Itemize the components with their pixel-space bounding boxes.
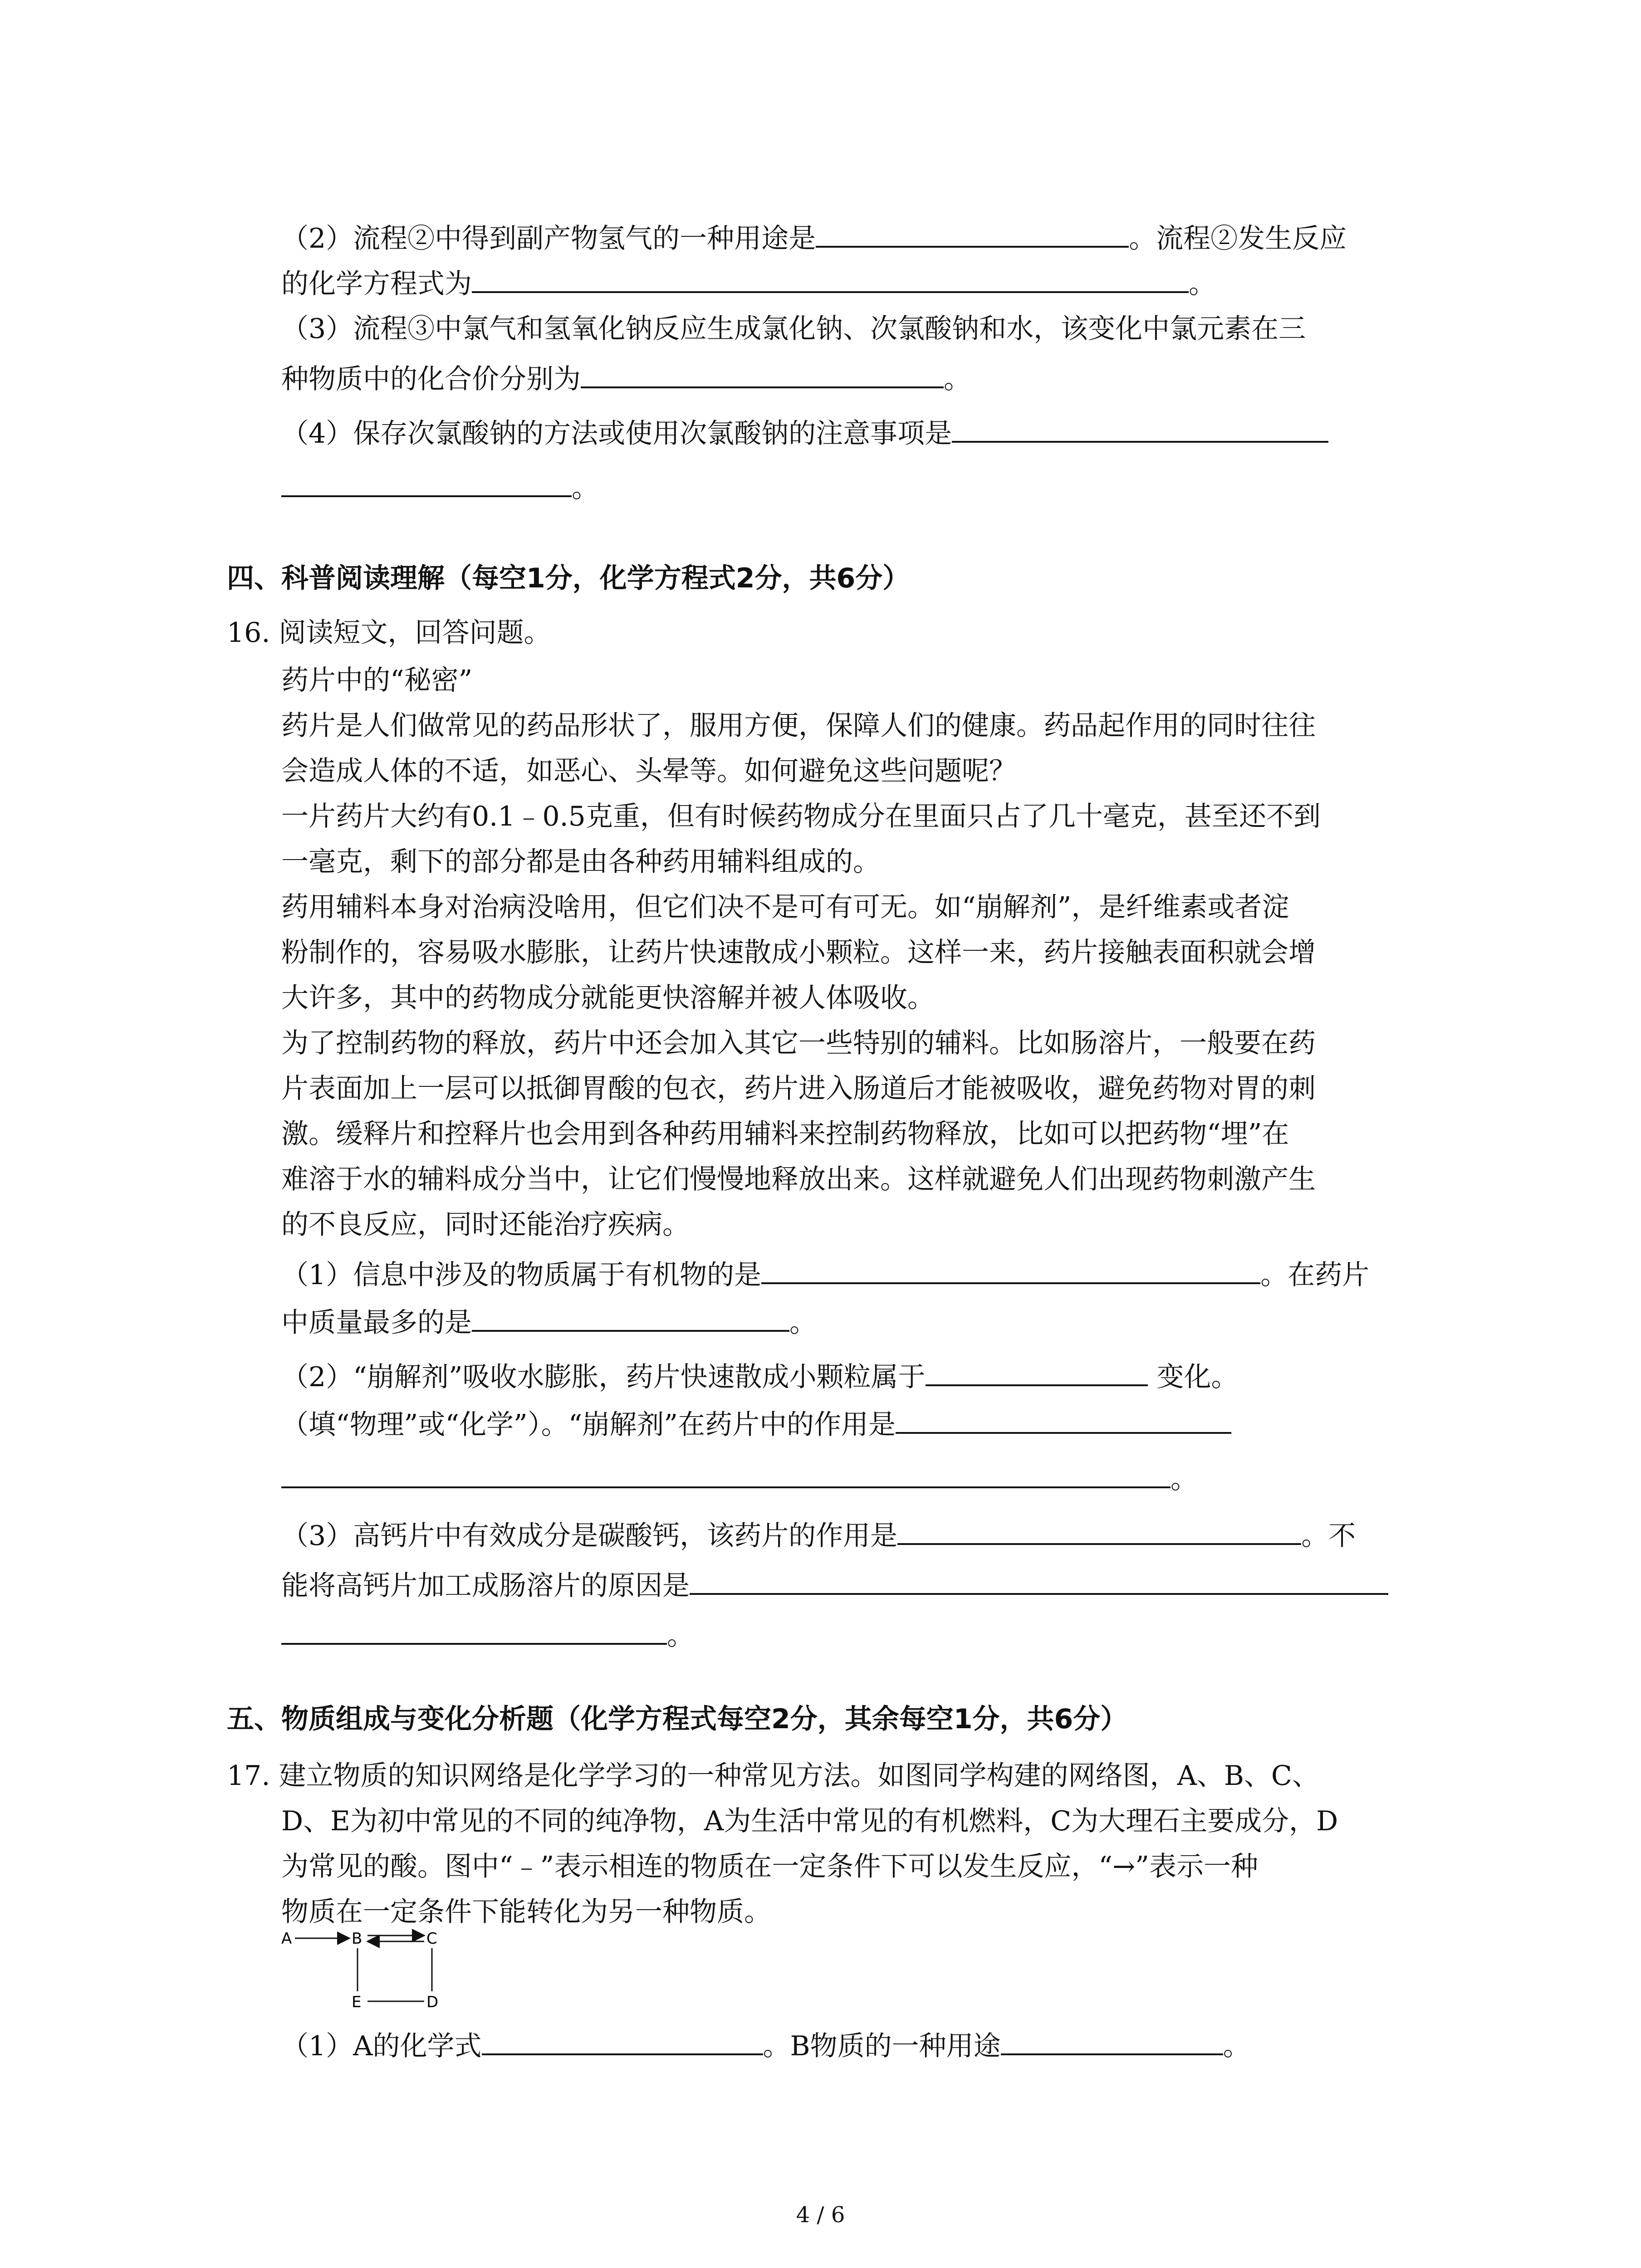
q16-article-title: 药片中的“秘密”: [281, 665, 473, 696]
q15-blank-storage-1[interactable]: [952, 413, 1328, 443]
q15-part3-line1: （3）流程③中氯气和氢氧化钠反应生成氯化钠、次氯酸钠和水，该变化中氯元素在三: [281, 313, 1306, 345]
q16-p2-l1: 一片药片大约有0.1﹣0.5克重，但有时候药物成分在里面只占了几十毫克，甚至还不到: [281, 801, 1321, 832]
q16-blank-change-type[interactable]: [926, 1356, 1148, 1386]
q15-part4-line1: （4）保存次氯酸钠的方法或使用次氯酸钠的注意事项是: [281, 413, 1328, 452]
q17-q1-line: （1）A的化学式 。B物质的一种用途 。: [281, 2025, 1250, 2064]
q16-blank-reason-1[interactable]: [690, 1565, 1388, 1595]
q16-q1-line2: 中质量最多的是 。: [281, 1302, 817, 1341]
q16-p4-l3: 激。缓释片和控释片也会用到各种药用辅料来控制药物释放，比如可以把药物“埋”在: [281, 1118, 1289, 1150]
page-number: 4 / 6: [796, 2202, 845, 2228]
q16-q1-line1: （1）信息中涉及的物质属于有机物的是 。在药片: [281, 1254, 1369, 1293]
q17-stem-l3: 为常见的酸。图中“﹣”表示相连的物质在一定条件下可以发生反应，“→”表示一种: [281, 1851, 1258, 1882]
q17-stem-l4: 物质在一定条件下能转化为另一种物质。: [281, 1896, 771, 1928]
q17-blank-use-B[interactable]: [1001, 2025, 1223, 2055]
node-C: C: [426, 1930, 437, 1948]
q16-blank-organic[interactable]: [761, 1254, 1260, 1284]
q16-q2-line1: （2）“崩解剂”吸收水膨胀，药片快速散成小颗粒属于 变化。: [281, 1356, 1239, 1395]
q16-blank-disintegrant-role-1[interactable]: [896, 1404, 1231, 1434]
q16-p3-l2: 粉制作的，容易吸水膨胀，让药片快速散成小颗粒。这样一来，药片接触表面积就会增: [281, 937, 1316, 968]
q16-p2-l2: 一毫克，剩下的部分都是由各种药用辅料组成的。: [281, 846, 880, 878]
q16-p3-l3: 大许多，其中的药物成分就能更快溶解并被人体吸收。: [281, 982, 935, 1014]
q16-stem: 16. 阅读短文，回答问题。: [227, 617, 551, 649]
q16-blank-most-mass[interactable]: [472, 1302, 789, 1332]
q16-p4-l4: 难溶于水的辅料成分当中，让它们慢慢地释放出来。这样就避免人们出现药物刺激产生: [281, 1163, 1316, 1195]
q16-blank-calcium-use[interactable]: [897, 1515, 1301, 1545]
q15-blank-equation[interactable]: [472, 263, 1189, 293]
q16-q2-line2: （填“物理”或“化学”）。“崩解剂”在药片中的作用是: [281, 1404, 1231, 1443]
node-D: D: [426, 1993, 439, 2011]
q15-part3-line2: 种物质中的化合价分别为 。: [281, 358, 971, 397]
q15-part4-line2: 。: [281, 467, 599, 506]
q15-part2-line1: （2）流程②中得到副产物氢气的一种用途是 。流程②发生反应: [281, 218, 1347, 257]
q17-blank-formula-A[interactable]: [482, 2025, 763, 2055]
q16-blank-disintegrant-role-2[interactable]: [281, 1458, 1171, 1488]
q16-q3-line2: 能将高钙片加工成肠溶片的原因是: [281, 1565, 1388, 1604]
q16-q2-line3: 。: [281, 1458, 1198, 1497]
q16-q3-line3: 。: [281, 1615, 694, 1654]
q16-blank-reason-2[interactable]: [281, 1615, 667, 1645]
q16-p4-l1: 为了控制药物的释放，药片中还会加入其它一些特别的辅料。比如肠溶片，一般要在药: [281, 1027, 1316, 1059]
node-B: B: [352, 1930, 362, 1948]
section4-heading: 四、科普阅读理解（每空1分，化学方程式2分，共6分）: [227, 562, 910, 594]
q15-blank-storage-2[interactable]: [281, 467, 572, 497]
q17-network-diagram: [281, 1923, 472, 2014]
q15-blank-hydrogen-use[interactable]: [816, 218, 1129, 248]
q16-p4-l2: 片表面加上一层可以抵御胃酸的包衣，药片进入肠道后才能被吸收，避免药物对胃的刺: [281, 1073, 1316, 1105]
q16-p3-l1: 药用辅料本身对治病没啥用，但它们决不是可有可无。如“崩解剂”，是纤维素或者淀: [281, 891, 1289, 923]
q15-part2-line2: 的化学方程式为 。: [281, 263, 1216, 302]
q16-p1-l1: 药片是人们做常见的药品形状了，服用方便，保障人们的健康。药品起作用的同时往往: [281, 710, 1316, 742]
q16-q3-line1: （3）高钙片中有效成分是碳酸钙，该药片的作用是 。不: [281, 1515, 1356, 1554]
q16-p4-l5: 的不良反应，同时还能治疗疾病。: [281, 1209, 690, 1241]
q17-stem-l2: D、E为初中常见的不同的纯净物，A为生活中常见的有机燃料，C为大理石主要成分，D: [281, 1805, 1338, 1837]
q17-stem-l1: 17. 建立物质的知识网络是化学学习的一种常见方法。如图同学构建的网络图，A、B、C、: [227, 1760, 1319, 1792]
section5-heading: 五、物质组成与变化分析题（化学方程式每空2分，其余每空1分，共6分）: [227, 1703, 1128, 1735]
node-E: E: [352, 1993, 362, 2011]
q15-blank-valence[interactable]: [581, 358, 944, 388]
q16-p1-l2: 会造成人体的不适，如恶心、头晕等。如何避免这些问题呢？: [281, 755, 1016, 787]
node-A: A: [281, 1930, 292, 1948]
